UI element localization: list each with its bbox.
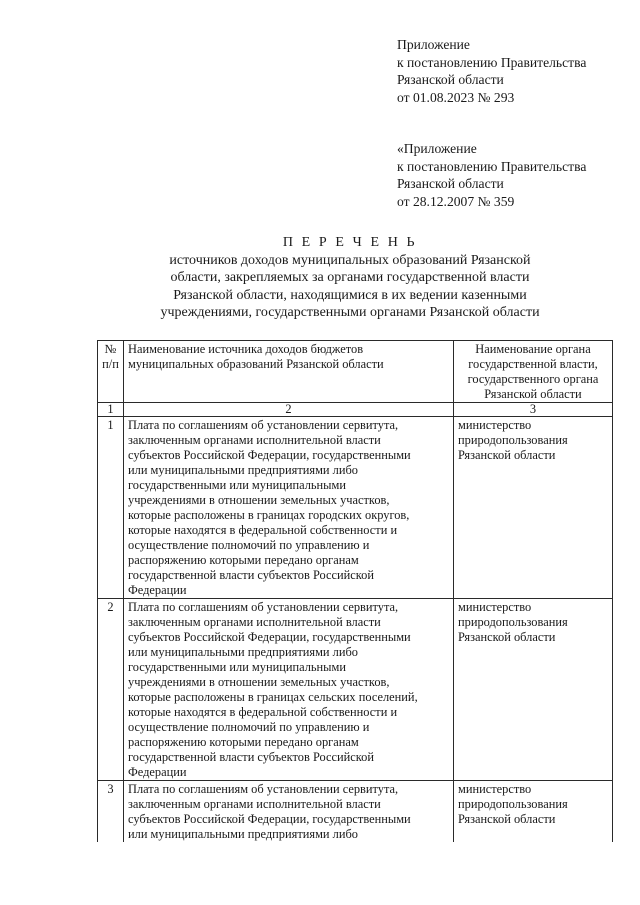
- source-line: заключенным органами исполнительной власти: [128, 615, 381, 629]
- source-line: Федерации: [128, 583, 187, 597]
- appendix-previous-line: «Приложение: [397, 141, 477, 156]
- appendix-current-line: к постановлению Правительства: [397, 54, 587, 70]
- header-authority: Наименование органа государственной власти, государственного органа Рязанской области: [454, 341, 613, 403]
- title-subtitle-line: учреждениями, государственными органами Рязанской области: [160, 305, 540, 320]
- title-subtitle-line: области, закрепляемых за органами государственной власти: [170, 270, 530, 285]
- authority-line: Рязанской области: [458, 630, 556, 644]
- source-line: осуществление полномочий по управлению и: [128, 538, 370, 552]
- source-line: государственной власти субъектов Российской: [128, 750, 375, 764]
- source-line: заключенным органами исполнительной власти: [128, 797, 381, 811]
- source-line: государственными или муниципальными: [128, 660, 346, 674]
- source-line: которые расположены в границах городских округов,: [128, 508, 410, 522]
- source-line: субъектов Российской Федерации, государственными: [128, 448, 411, 462]
- appendix-current-date: от 01.08.2023 № 293: [397, 89, 515, 105]
- source-line: Федерации: [128, 765, 187, 779]
- row-number: 2: [98, 599, 124, 781]
- source-line: субъектов Российской Федерации, государственными: [128, 812, 411, 826]
- authority-line: природопользования: [458, 615, 568, 629]
- authority-line: Рязанской области: [458, 448, 556, 462]
- row-authority: [454, 599, 613, 781]
- source-line: которые расположены в границах сельских поселений,: [128, 690, 418, 704]
- appendix-current-line: Рязанской области: [397, 72, 504, 87]
- source-line: субъектов Российской Федерации, государственными: [128, 630, 411, 644]
- column-number: 2: [124, 403, 454, 417]
- source-line: распоряжению которыми передано органам: [128, 553, 359, 567]
- table-row: [98, 781, 613, 843]
- document-title: [60, 234, 640, 322]
- appendix-previous-date: от 28.12.2007 № 359: [397, 193, 515, 209]
- table-row: [98, 417, 613, 599]
- authority-line: министерство: [458, 782, 532, 796]
- column-number: 1: [98, 403, 124, 417]
- source-line: учреждениями в отношении земельных участков,: [128, 675, 390, 689]
- source-line: или муниципальными предприятиями либо: [128, 827, 358, 841]
- authority-line: министерство: [458, 418, 532, 432]
- row-source: [124, 417, 454, 599]
- source-line: осуществление полномочий по управлению и: [128, 720, 370, 734]
- income-sources-table: [97, 340, 613, 842]
- authority-line: природопользования: [458, 433, 568, 447]
- authority-line: Рязанской области: [458, 812, 556, 826]
- source-line: государственной власти субъектов Российской: [128, 568, 375, 582]
- appendix-current-line: Приложение: [397, 37, 470, 52]
- source-line: Плата по соглашениям об установлении сервитута,: [128, 782, 399, 796]
- title-heading: П Е Р Е Ч Е Н Ь: [282, 235, 418, 250]
- header-number: № п/п: [98, 341, 124, 403]
- row-source: [124, 599, 454, 781]
- header-source: Наименование источника доходов бюджетов муниципальных образований Рязанской области: [124, 341, 454, 403]
- source-line: государственными или муниципальными: [128, 478, 346, 492]
- appendix-current: [397, 36, 586, 106]
- source-line: заключенным органами исполнительной власти: [128, 433, 381, 447]
- source-line: или муниципальными предприятиями либо: [128, 463, 358, 477]
- title-subtitle-line: Рязанской области, находящимися в их ведении казенными: [173, 287, 527, 303]
- authority-line: природопользования: [458, 797, 568, 811]
- source-line: которые находятся в федеральной собственности и: [128, 705, 398, 719]
- source-line: учреждениями в отношении земельных участков,: [128, 493, 390, 507]
- source-line: которые находятся в федеральной собственности и: [128, 523, 398, 537]
- source-line: распоряжению которыми передано органам: [128, 735, 359, 749]
- source-line: Плата по соглашениям об установлении сервитута,: [128, 600, 399, 614]
- row-authority: [454, 417, 613, 599]
- appendix-previous-line: к постановлению Правительства: [397, 158, 587, 174]
- row-number: 3: [98, 781, 124, 843]
- column-number-row: [98, 403, 613, 417]
- appendix-previous: [397, 140, 586, 210]
- source-line: или муниципальными предприятиями либо: [128, 645, 358, 659]
- column-number: 3: [454, 403, 613, 417]
- title-subtitle-line: источников доходов муниципальных образований Рязанской: [169, 252, 531, 268]
- authority-line: министерство: [458, 600, 532, 614]
- row-authority: [454, 781, 613, 843]
- appendix-previous-line: Рязанской области: [397, 176, 504, 191]
- row-number: 1: [98, 417, 124, 599]
- source-line: Плата по соглашениям об установлении сервитута,: [128, 418, 399, 432]
- table-header-row: [98, 341, 613, 403]
- table-row: [98, 599, 613, 781]
- row-source: [124, 781, 454, 843]
